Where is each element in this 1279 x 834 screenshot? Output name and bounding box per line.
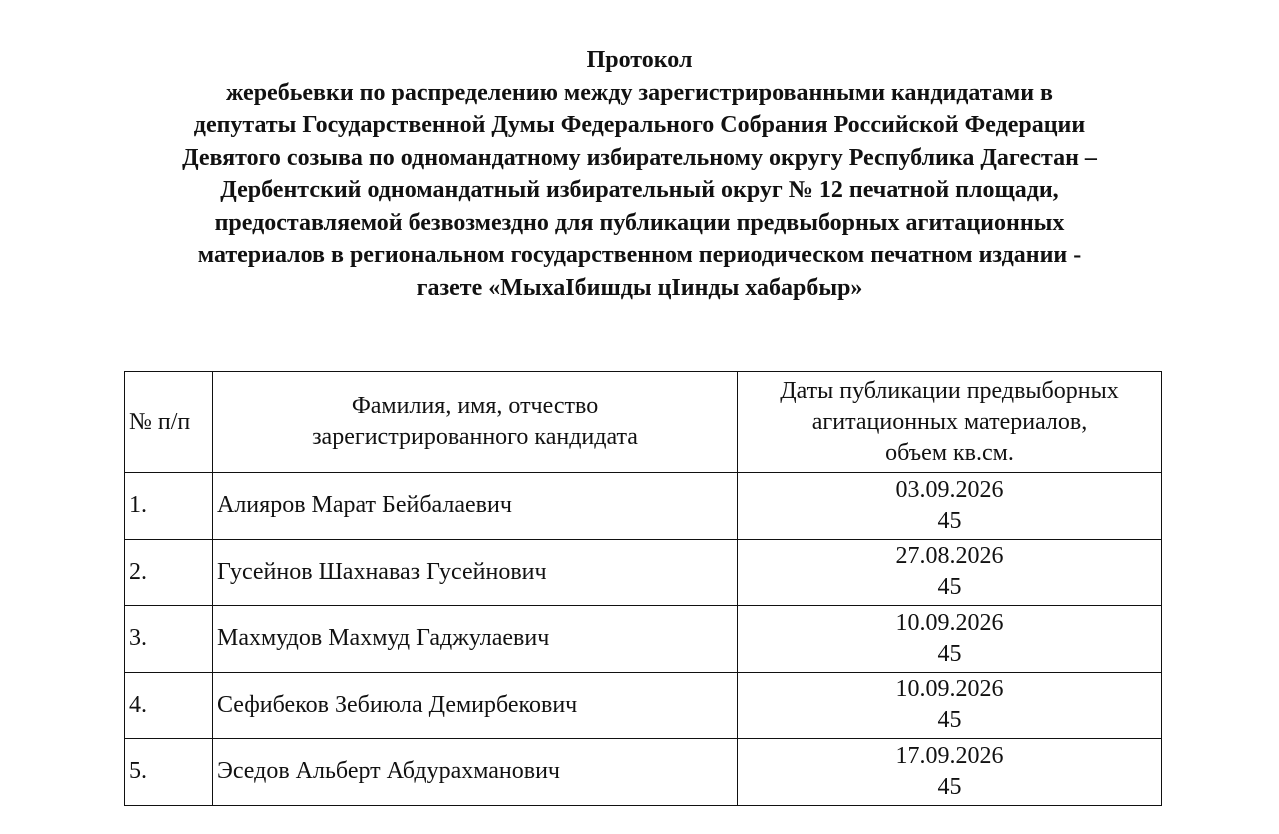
publication-cell (738, 606, 1162, 673)
document-heading (0, 44, 1279, 304)
header-publication-line: объем кв.см. (885, 439, 1014, 466)
publication-cell (738, 739, 1162, 806)
table-row (125, 739, 1162, 806)
publication-volume: 45 (937, 773, 962, 800)
candidate-name: Эседов Альберт Абдурахманович (213, 739, 738, 806)
publication-date: 27.08.2026 (895, 543, 1004, 570)
document-subtitle-line: жеребьевки по распределению между зарегистрированными кандидатами в (225, 79, 1054, 106)
publication-cell (738, 672, 1162, 739)
table-header-row (125, 372, 1162, 473)
row-number: 2. (125, 539, 213, 606)
candidate-name: Сефибеков Зебиюла Демирбекович (213, 672, 738, 739)
row-number: 5. (125, 739, 213, 806)
header-publication (738, 372, 1162, 473)
document-subtitle-line: депутаты Государственной Думы Федерального Собрания Российской Федерации (193, 112, 1086, 138)
table-row (125, 473, 1162, 540)
document-title: Протокол (586, 47, 693, 73)
table-row (125, 606, 1162, 673)
row-number: 1. (125, 473, 213, 540)
document-subtitle-line: материалов в региональном государственном периодическом печатном издании - (197, 242, 1082, 268)
publication-date: 10.09.2026 (895, 609, 1004, 636)
publication-date: 17.09.2026 (895, 742, 1004, 769)
header-number: № п/п (125, 372, 213, 473)
document-subtitle-line: газете «МыхаIбишды цIинды хабарбыр» (416, 274, 863, 301)
header-name (213, 372, 738, 473)
header-name-line: зарегистрированного кандидата (312, 424, 638, 450)
publication-cell (738, 539, 1162, 606)
table-row (125, 539, 1162, 606)
document-subtitle-line: Девятого созыва по одномандатному избирательному округу Республика Дагестан – (182, 144, 1097, 171)
document-subtitle-line: Дербентский одномандатный избирательный округ № 12 печатной площади, (220, 177, 1059, 203)
publication-volume: 45 (937, 707, 962, 734)
publication-volume: 45 (937, 640, 962, 667)
publication-date: 10.09.2026 (895, 676, 1004, 703)
candidate-name: Гусейнов Шахнаваз Гусейнович (213, 539, 738, 606)
publication-volume: 45 (937, 507, 962, 534)
header-name-line: Фамилия, имя, отчество (351, 393, 599, 419)
table-row (125, 672, 1162, 739)
candidates-table (124, 371, 1162, 806)
row-number: 3. (125, 606, 213, 673)
header-publication-line: Даты публикации предвыборных (780, 377, 1119, 404)
row-number: 4. (125, 672, 213, 739)
publication-volume: 45 (937, 574, 962, 601)
publication-cell (738, 473, 1162, 540)
document-subtitle-line: предоставляемой безвозмездно для публикации предвыборных агитационных (214, 209, 1065, 236)
header-publication-line: агитационных материалов, (811, 408, 1088, 435)
candidate-name: Алияров Марат Бейбалаевич (213, 473, 738, 540)
publication-date: 03.09.2026 (895, 476, 1004, 503)
candidate-name: Махмудов Махмуд Гаджулаевич (213, 606, 738, 673)
